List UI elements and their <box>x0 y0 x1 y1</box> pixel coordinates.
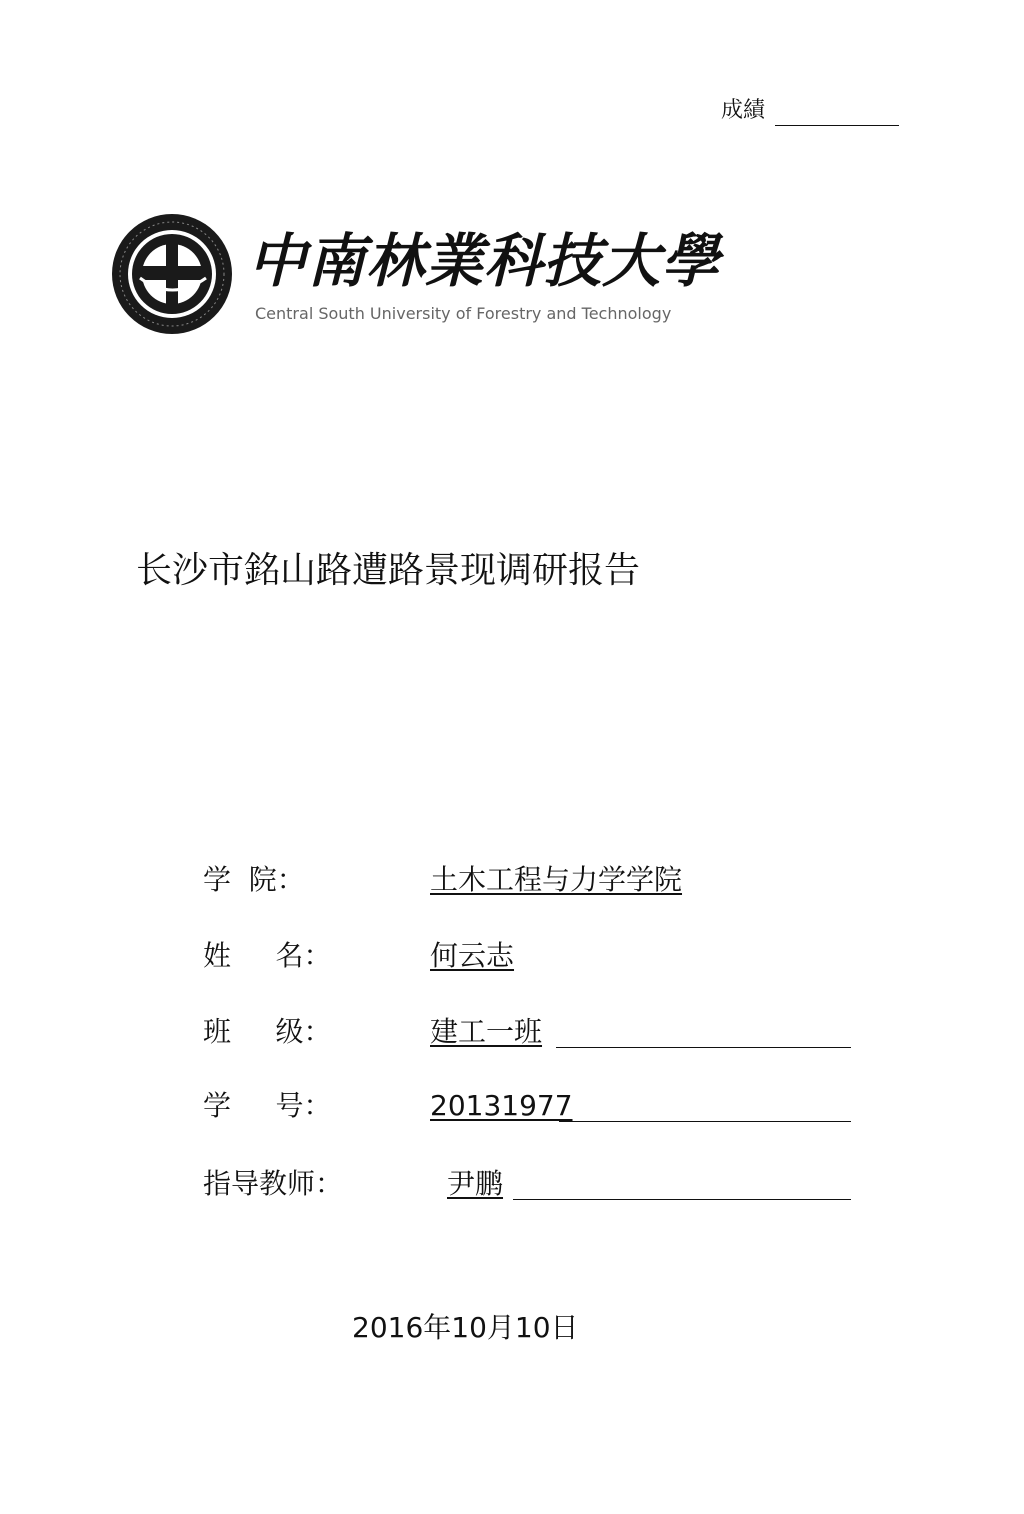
grade-field <box>721 96 899 126</box>
university-logo <box>110 212 721 337</box>
name-value: 何云志 <box>430 939 515 972</box>
info-row-college <box>203 860 863 900</box>
class-value: 建工一班 <box>430 1015 543 1048</box>
info-row-name <box>203 936 863 976</box>
name-label: 姓 名： <box>203 939 332 972</box>
college-value: 土木工程与力学学院 <box>430 863 683 896</box>
advisor-label: 指导教师： <box>203 1167 344 1200</box>
student-id-value: 20131977 <box>430 1089 573 1122</box>
info-row-class <box>203 1012 863 1052</box>
college-label: 学 院： <box>203 863 305 896</box>
report-date: 2016年10月10日 <box>352 1311 579 1344</box>
student-id-blank-line <box>559 1120 851 1122</box>
advisor-blank-line <box>513 1198 851 1200</box>
student-id-label: 学 号： <box>203 1089 332 1122</box>
class-label: 班 级： <box>203 1015 332 1048</box>
class-blank-line <box>556 1046 851 1048</box>
info-row-advisor <box>203 1164 863 1204</box>
report-title: 长沙市銘山路遭路景现调研报告 <box>136 550 641 591</box>
university-name-en: Central South University of Forestry and Technology <box>255 304 672 323</box>
grade-blank-line <box>775 105 899 126</box>
grade-label: 成績 <box>721 98 766 123</box>
advisor-value: 尹鹏 <box>447 1167 504 1200</box>
info-row-student-id <box>203 1086 863 1126</box>
university-seal-icon <box>110 212 234 336</box>
university-name-cn: 中南林業科技大學 <box>248 227 721 295</box>
